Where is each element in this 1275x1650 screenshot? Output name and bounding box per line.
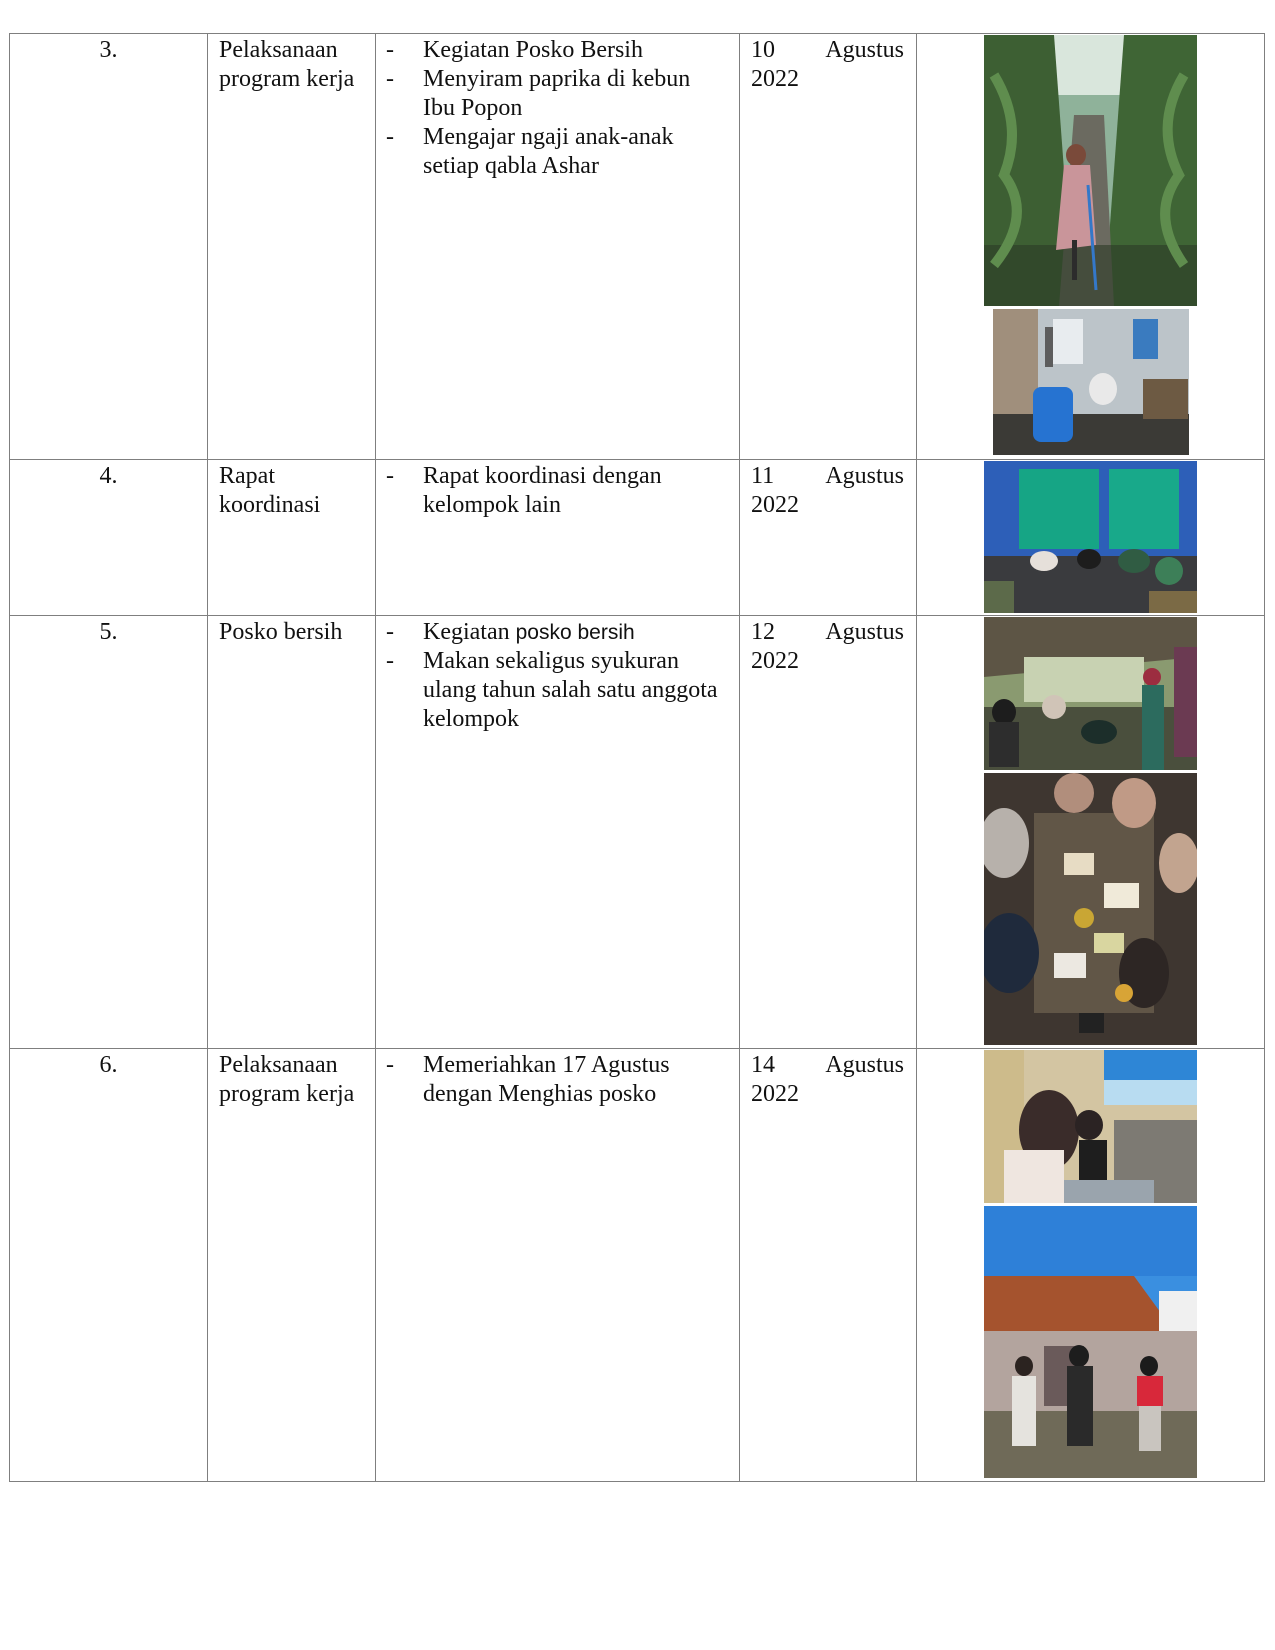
photo-cell [917, 1049, 1265, 1482]
table-row [10, 34, 1265, 460]
table-row [10, 460, 1265, 616]
photo-cell [917, 34, 1265, 460]
row-number: 3. [10, 34, 208, 460]
activity-description [376, 34, 740, 460]
list-item: - Menyiram paprika di kebun Ibu Popon [386, 66, 691, 121]
activity-date: 10 Agustus 2022 [740, 34, 917, 460]
row-number: 4. [10, 460, 208, 616]
list-item: - Memeriahkan 17 Agustus dengan Menghias posko [386, 1052, 670, 1107]
meeting-photo [984, 461, 1197, 613]
decorating-photo [984, 1050, 1197, 1203]
activity-name: Pelaksanaan program kerja [208, 1049, 376, 1482]
activity-date: 11 Agustus 2022 [740, 460, 917, 616]
outdoor-decoration-photo [984, 1206, 1197, 1478]
house-cleaning-photo [993, 309, 1189, 455]
greenhouse-watering-photo [984, 35, 1197, 306]
table-row [10, 1049, 1265, 1482]
table-row [10, 616, 1265, 1049]
list-item: - Mengajar ngaji anak-anak setiap qabla Ashar [386, 124, 674, 179]
activity-date: 14 Agustus 2022 [740, 1049, 917, 1482]
activity-name: Posko bersih [208, 616, 376, 1049]
activity-description [376, 460, 740, 616]
activity-table [9, 33, 1265, 1482]
list-item: - Kegiatan Posko Bersih [386, 37, 643, 63]
row-number: 5. [10, 616, 208, 1049]
photo-cell [917, 460, 1265, 616]
shelter-cleaning-photo [984, 617, 1197, 770]
row-number: 6. [10, 1049, 208, 1482]
photo-cell [917, 616, 1265, 1049]
activity-name: Rapat koordinasi [208, 460, 376, 616]
activity-name: Pelaksanaan program kerja [208, 34, 376, 460]
activity-description [376, 1049, 740, 1482]
activity-description [376, 616, 740, 1049]
activity-date: 12 Agustus 2022 [740, 616, 917, 1049]
birthday-meal-photo [984, 773, 1197, 1045]
list-item: - Rapat koordinasi dengan kelompok lain [386, 463, 662, 518]
list-item: - Kegiatan posko bersih [386, 619, 635, 645]
list-item: - Makan sekaligus syukuran ulang tahun salah satu anggota kelompok [386, 648, 718, 732]
